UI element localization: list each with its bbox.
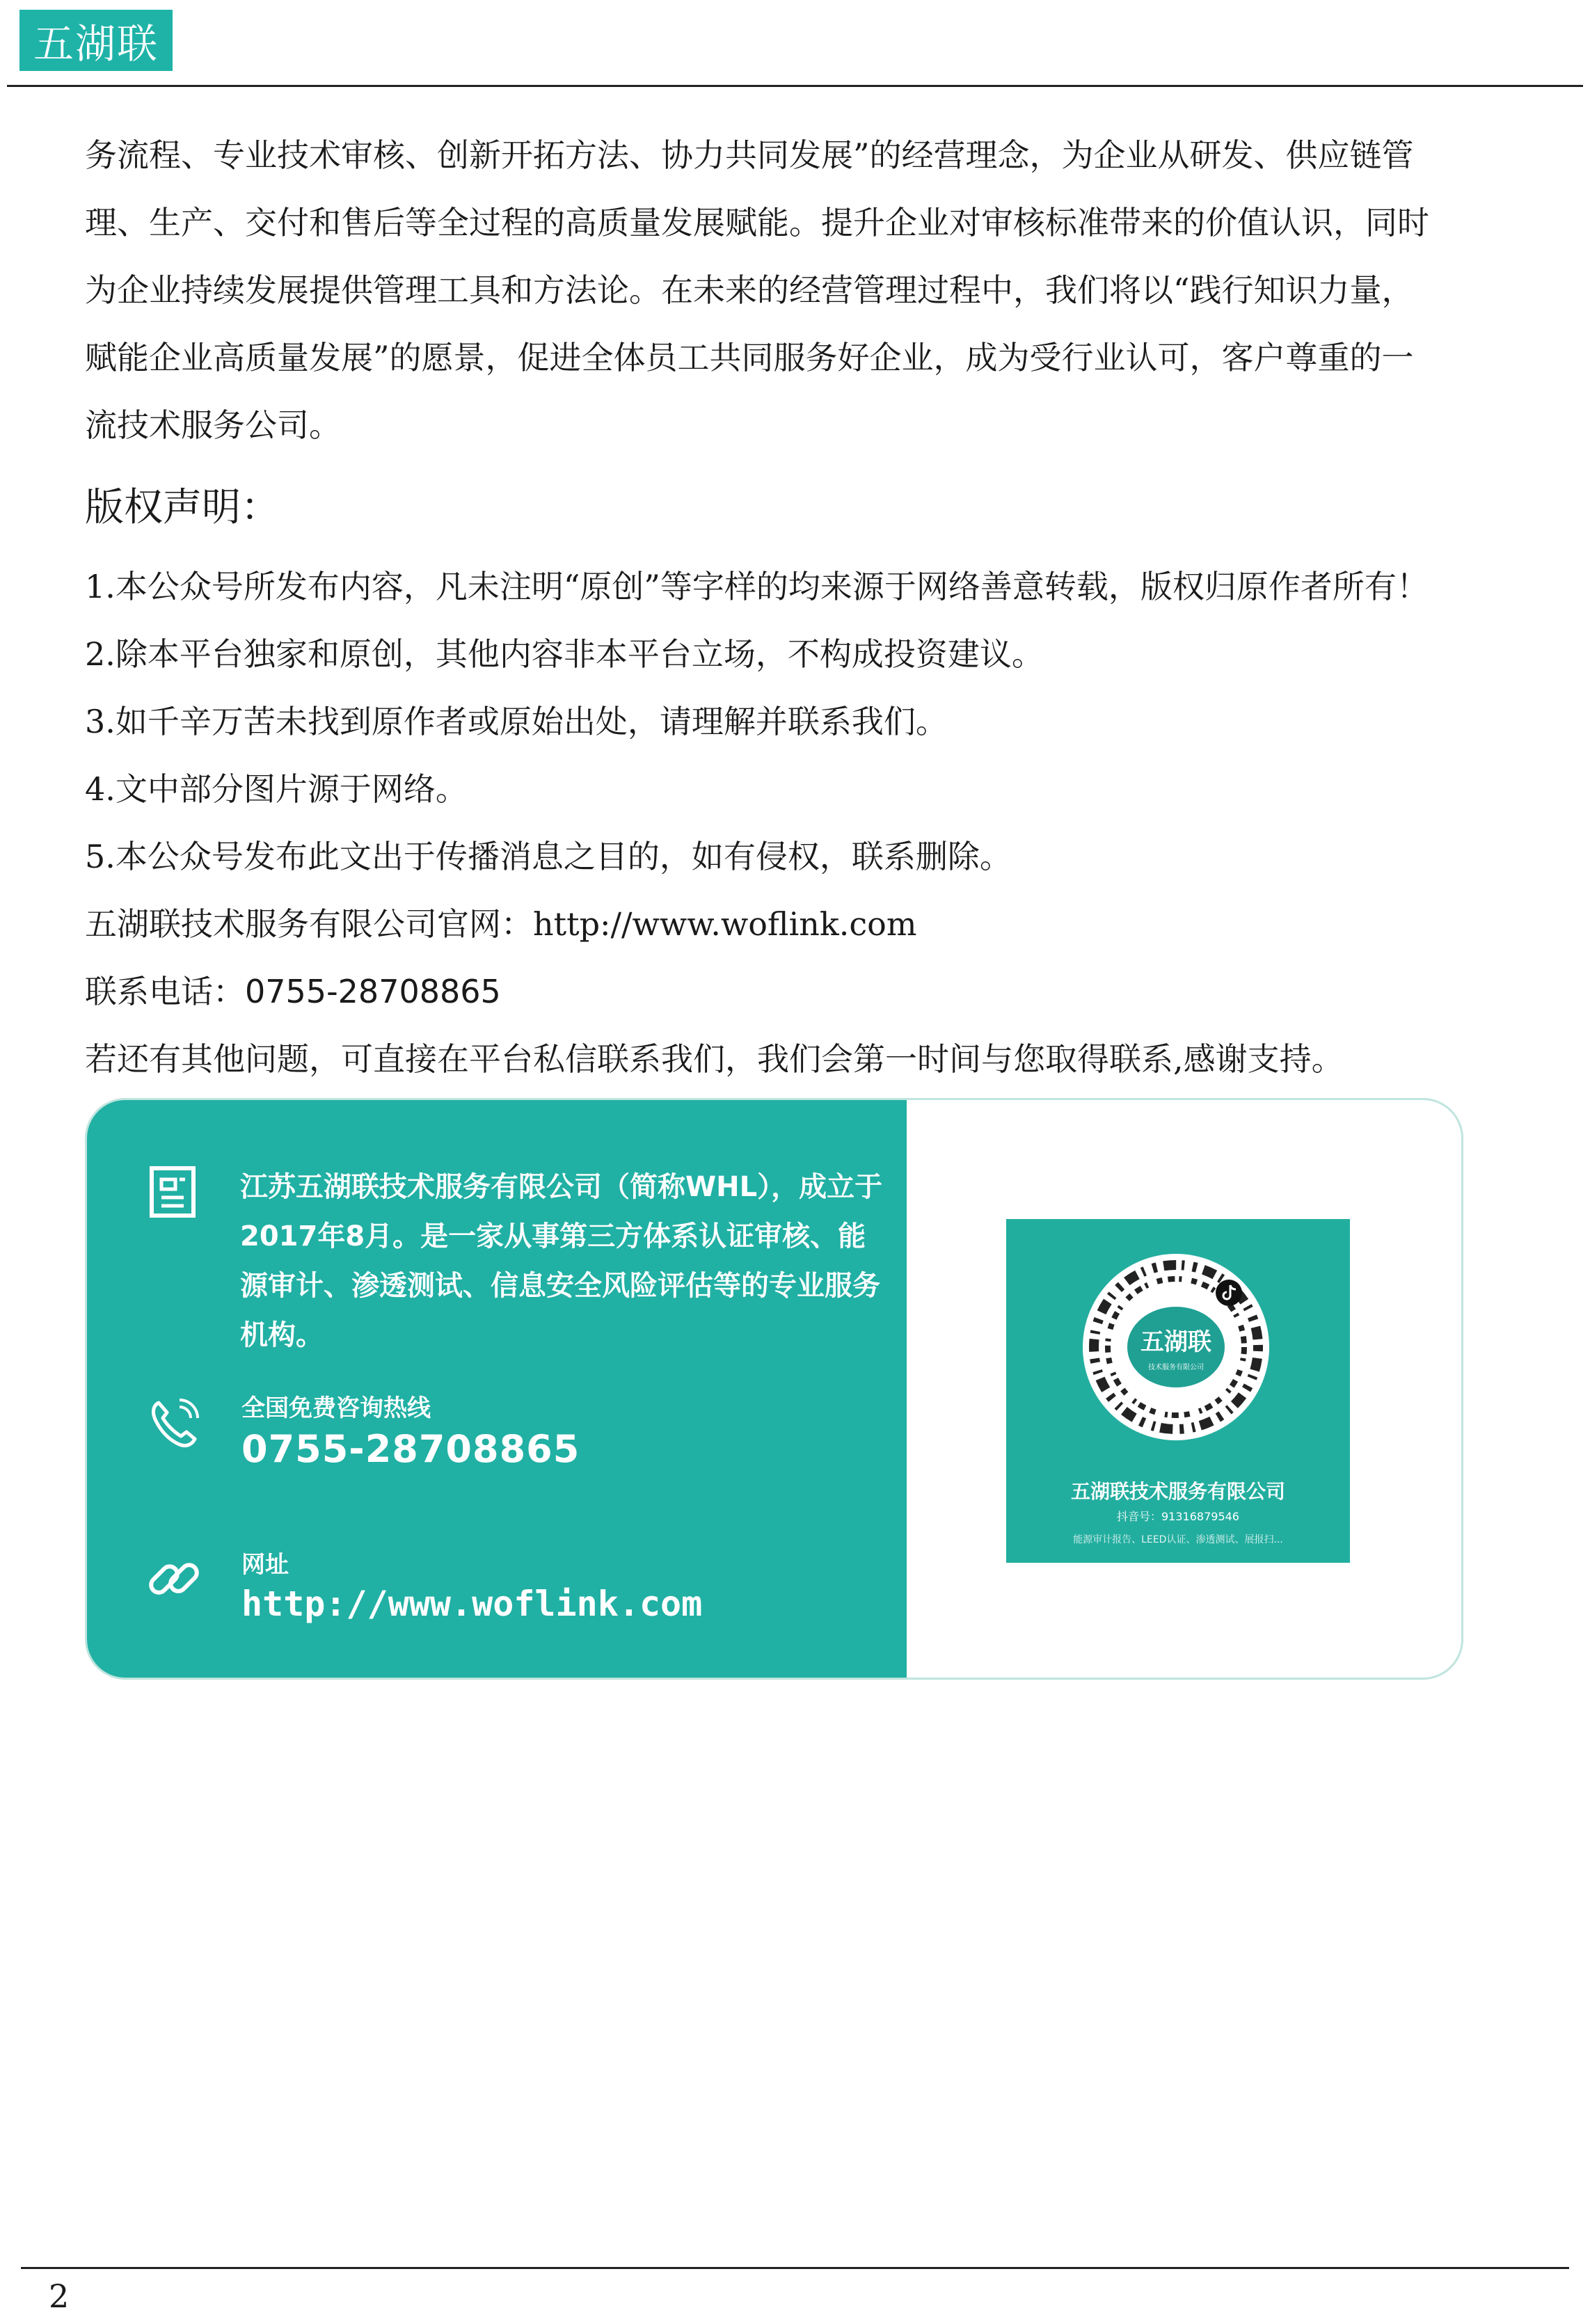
phone-icon	[146, 1396, 202, 1451]
qr-company-name: 五湖联技术服务有限公司	[1070, 1480, 1285, 1503]
hotline-number: 0755-28708865	[241, 1427, 580, 1471]
intro-line: 流技术服务公司。	[85, 406, 341, 444]
notice-item: 4.文中部分图片源于网络。	[85, 770, 468, 808]
company-info-panel	[87, 1100, 907, 1678]
hotline-label: 全国免费咨询热线	[241, 1394, 431, 1422]
copyright-notices	[85, 553, 1546, 1093]
intro-paragraph	[85, 122, 1553, 459]
contact-line: 若还有其他问题，可直接在平台私信联系我们，我们会第一时间与您取得联系,感谢支持。	[85, 1040, 1344, 1078]
qr-brand-sub: 技术服务有限公司	[1148, 1364, 1204, 1371]
qr-code-card	[1006, 1219, 1350, 1563]
page-number: 2	[49, 2277, 70, 2315]
qr-brand-name: 五湖联	[1140, 1328, 1211, 1356]
tiktok-icon	[1215, 1279, 1243, 1307]
document-icon	[146, 1164, 202, 1220]
intro-line: 务流程、专业技术审核、创新开拓方法、协力共同发展”的经营理念，为企业从研发、供应链管	[85, 136, 1414, 174]
website-line[interactable]: 五湖联技术服务有限公司官网：http://www.woflink.com	[85, 905, 917, 943]
website-label: 网址	[241, 1551, 289, 1579]
intro-line: 赋能企业高质量发展”的愿景，促进全体员工共同服务好企业，成为受行业认可，客户尊重的一	[85, 339, 1414, 376]
website-url[interactable]: http://www.woflink.com	[241, 1584, 703, 1624]
footer-divider	[21, 2267, 1569, 2269]
phone-line: 联系电话：0755-28708865	[85, 973, 501, 1010]
qr-code	[1083, 1254, 1269, 1440]
link-icon	[146, 1551, 202, 1607]
intro-line: 理、生产、交付和售后等全过程的高质量发展赋能。提升企业对审核标准带来的价值认识，同时	[85, 204, 1429, 241]
qr-account-id: 抖音号：91316879546	[1117, 1510, 1239, 1523]
company-description: 江苏五湖联技术服务有限公司（简称WHL），成立于2017年8月。是一家从事第三方体系认证审核、能源审计、渗透测试、信息安全风险评估等的专业服务机构。	[240, 1171, 883, 1351]
header-divider	[7, 85, 1583, 87]
intro-line: 为企业持续发展提供管理工具和方法论。在未来的经营管理过程中，我们将以“践行知识力量，	[85, 271, 1414, 309]
copyright-title: 版权声明：	[85, 485, 280, 530]
header-logo: 五湖联	[19, 10, 173, 71]
qr-services: 能源审计报告、LEED认证、渗透测试、展报扫...	[1073, 1534, 1283, 1545]
notice-item: 3.如千辛万苦未找到原作者或原始出处，请理解并联系我们。	[85, 703, 948, 740]
notice-item: 5.本公众号发布此文出于传播消息之目的，如有侵权，联系删除。	[85, 838, 1012, 875]
qr-brand-badge	[1127, 1307, 1225, 1387]
notice-item: 1.本公众号所发布内容，凡未注明“原创”等字样的均来源于网络善意转载，版权归原作者所有！	[85, 568, 1429, 605]
notice-item: 2.除本平台独家和原创，其他内容非本平台立场，不构成投资建议。	[85, 635, 1044, 673]
company-card	[85, 1098, 1463, 1680]
